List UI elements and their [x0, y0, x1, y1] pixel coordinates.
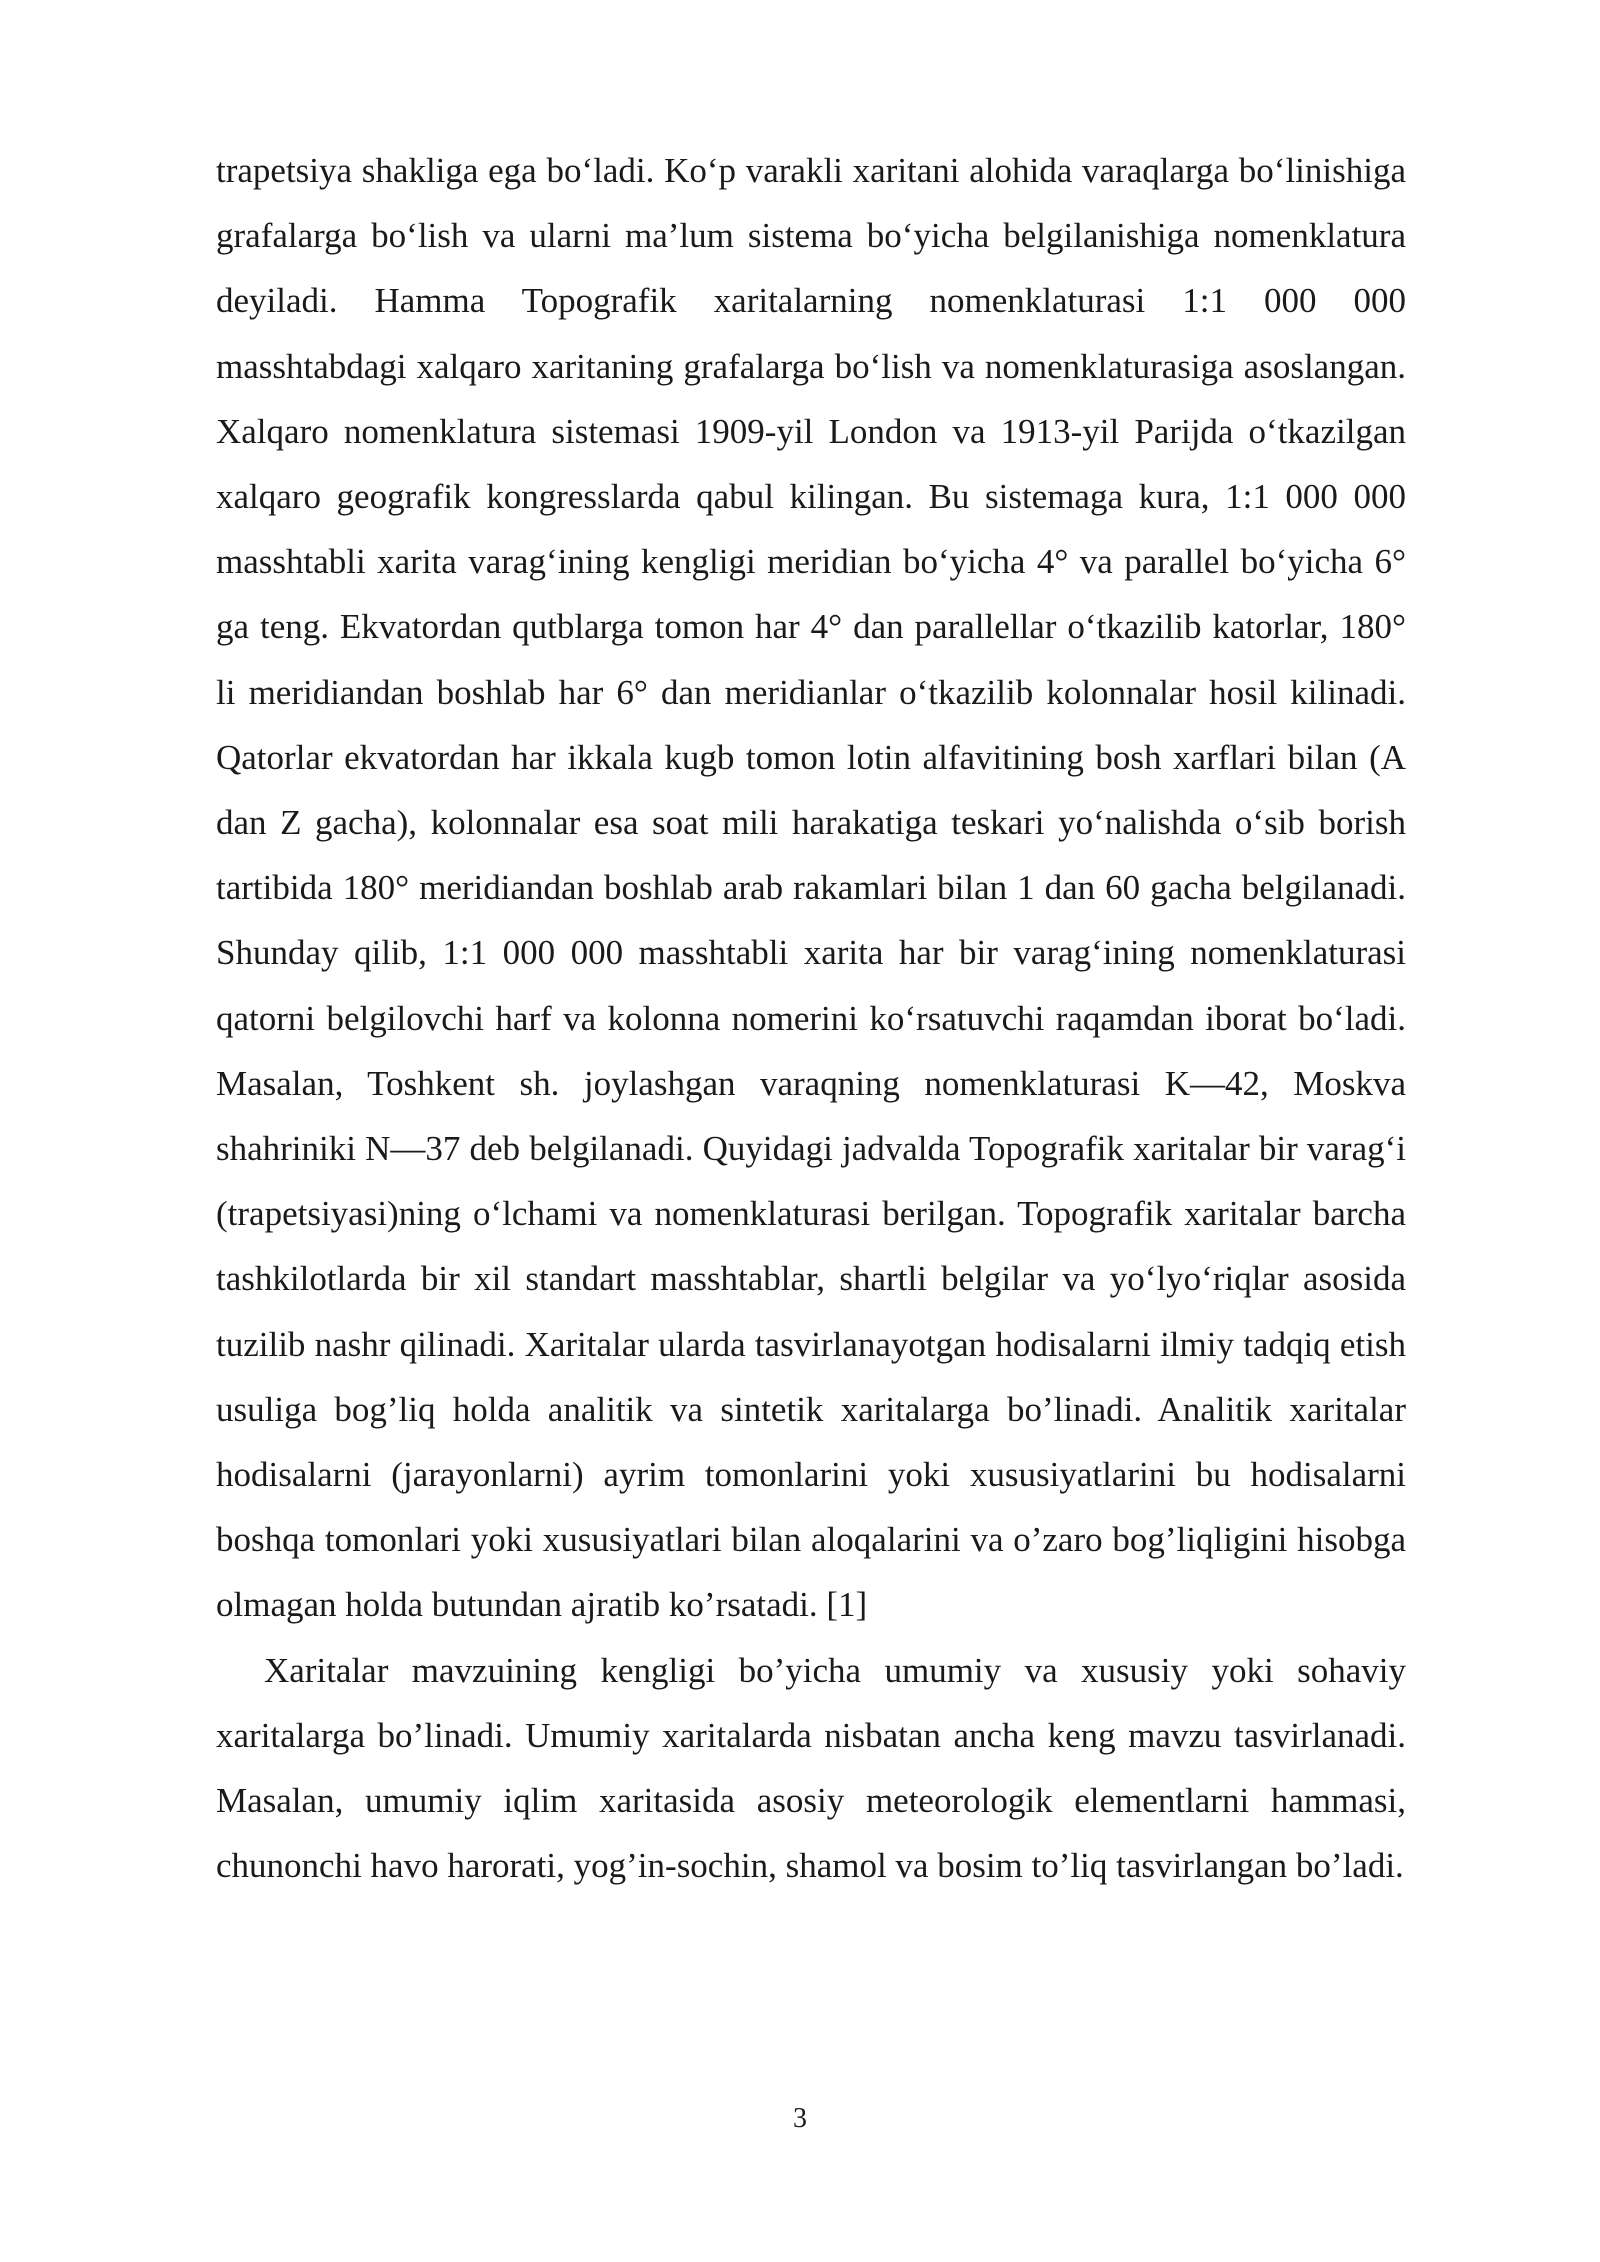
page-number: 3 — [793, 2103, 807, 2134]
paragraph: trapetsiya shakliga ega bo‘ladi. Ko‘p varakli xaritani alohida varaqlarga bo‘linishiga grafalarga bo‘lish va ularni ma’lum sistema bo‘yicha belgilanishiga nomenklatura deyiladi. Hamma Topografik xaritalarning nomenklaturasi 1:1 000 000 masshtabdagi xalqaro xaritaning grafalarga bo‘lish va nomenklaturasiga asoslangan. Xalqaro nomenklatura sistemasi 1909-yil London va 1913-yil Parijda o‘tkazilgan xalqaro geografik kongresslarda qabul kilingan. Bu sistemaga kura, 1:1 000 000 masshtabli xarita varag‘ining kengligi meridian bo‘yicha 4° va parallel bo‘yicha 6° ga teng. Ekvatordan qutblarga tomon har 4° dan parallellar o‘tkazilib katorlar, 180° li meridiandan boshlab har 6° dan meridianlar o‘tkazilib kolonnalar hosil kilinadi. Qatorlar ekvatordan har ikkala kugb tomon lotin alfavitining bosh xarflari bilan (A dan Z gacha), kolonnalar esa soat mili harakatiga teskari yo‘nalishda o‘sib borish tartibida 180° meridiandan boshlab arab rakamlari bilan 1 dan 60 gacha belgilanadi. Shunday qilib, 1:1 000 000 masshtabli xarita har bir varag‘ining nomenklaturasi qatorni belgilovchi harf va kolonna nomerini ko‘rsatuvchi raqamdan iborat bo‘ladi. Masalan, Toshkent sh. joylashgan varaqning nomenklaturasi K—42, Moskva shahriniki N—37 deb belgilanadi. Quyidagi jadvalda Topografik xaritalar bir varag‘i (trapetsiyasi)ning o‘lchami va nomenklaturasi berilgan. Topografik xaritalar barcha tashkilotlarda bir xil standart masshtablar, shartli belgilar va yo‘lyo‘riqlar asosida tuzilib nashr qilinadi. Xaritalar ularda tasvirlanayotgan hodisalarni ilmiy tadqiq etish usuliga bog’liq holda analitik va sintetik xaritalarga bo’linadi. Analitik xaritalar hodisalarni (jarayonlarni) ayrim tomonlarini yoki xususiyatlarini bu hodisalarni boshqa tomonlari yoki xususiyatlari bilan aloqalarini va o’zaro bog’liqligini hisobga olmagan holda butundan ajratib ko’rsatadi. [1] — [216, 151, 1406, 1625]
document-body — [216, 138, 1406, 1898]
paragraph: Xaritalar mavzuining kengligi bo’yicha umumiy va xususiy yoki sohaviy xaritalarga bo’linadi. Umumiy xaritalarda nisbatan ancha keng mavzu tasvirlanadi. Masalan, umumiy iqlim xaritasida asosiy meteorologik elementlarni hammasi, chunonchi havo harorati, yog’in-sochin, shamol va bosim to’liq tasvirlangan bo’ladi. — [216, 1650, 1406, 1886]
